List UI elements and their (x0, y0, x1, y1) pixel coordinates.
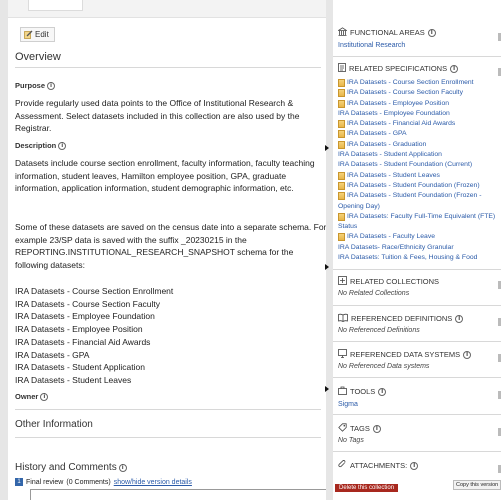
functional-areas-section (338, 27, 501, 51)
related-collections-empty: No Related Collections (338, 290, 410, 297)
book-icon (338, 313, 348, 324)
referenced-definitions-section (338, 313, 501, 334)
tools-icon (338, 386, 347, 397)
specification-link[interactable] (338, 253, 501, 263)
specification-link[interactable] (338, 222, 501, 232)
info-icon[interactable]: I (428, 29, 436, 37)
related-collections-header (338, 276, 501, 287)
specification-label: IRA Datasets- Race/Ethnicity Granular (338, 243, 454, 251)
specification-label: Status (338, 223, 358, 231)
document-list-icon (338, 63, 346, 74)
specification-label: IRA Datasets - Course Section Faculty (347, 89, 463, 97)
owner-label-row (15, 392, 48, 401)
attachments-title: ATTACHMENTS: (350, 461, 408, 470)
paperclip-icon (338, 460, 347, 471)
info-icon[interactable]: I (410, 462, 418, 470)
specification-link[interactable] (338, 181, 501, 191)
comment-count: (0 Comments) (66, 478, 111, 486)
owner-label: Owner (15, 392, 39, 401)
specification-link[interactable] (338, 160, 501, 170)
divider (333, 377, 501, 378)
divider (15, 409, 321, 410)
edit-label: Edit (35, 30, 49, 39)
specification-link[interactable] (338, 171, 501, 181)
functional-area-link[interactable]: Institutional Research (338, 42, 406, 49)
specification-label: IRA Datasets - Employee Foundation (338, 109, 450, 117)
info-icon[interactable]: I (463, 351, 471, 359)
info-icon[interactable]: i (119, 464, 127, 472)
specification-label: IRA Datasets - Course Section Enrollment (347, 79, 474, 86)
list-item: IRA Datasets - Employee Foundation (15, 311, 155, 322)
specification-link[interactable] (338, 243, 501, 253)
history-heading: History and Comments (15, 462, 117, 473)
divider (15, 67, 321, 68)
specification-link[interactable] (338, 150, 501, 160)
specification-link[interactable] (338, 202, 501, 212)
collection-sidebar (333, 0, 501, 500)
related-specifications-header (338, 63, 501, 74)
specification-label: IRA Datasets - Faculty Leave (347, 233, 436, 241)
specification-label: IRA Datasets: Tuition & Fees, Housing & Food (338, 254, 478, 262)
list-item: IRA Datasets - Student Application (15, 362, 145, 373)
document-icon (338, 120, 345, 128)
building-icon (338, 27, 347, 38)
document-icon (338, 213, 345, 221)
specification-link[interactable] (338, 191, 501, 201)
specification-link[interactable] (338, 140, 501, 150)
specification-label: IRA Datasets - Student Leaves (347, 171, 440, 179)
specification-label: IRA Datasets - Employee Position (347, 99, 449, 107)
delete-collection-button[interactable]: Delete this collection (335, 484, 398, 492)
referenced-data-systems-section (338, 349, 501, 370)
document-icon (338, 182, 345, 190)
top-tab[interactable] (28, 0, 83, 11)
specification-label: IRA Datasets - Graduation (347, 140, 427, 148)
specification-link[interactable] (338, 232, 501, 242)
referenced-definitions-header (338, 313, 501, 324)
divider (333, 341, 501, 342)
expand-arrow-icon[interactable] (325, 145, 329, 151)
dataset-list (15, 285, 173, 387)
monitor-icon (338, 349, 347, 360)
tags-section (338, 423, 501, 444)
copy-version-button[interactable]: Copy this version (453, 480, 501, 490)
specification-label: IRA Datasets - Student Foundation (Frozen) (347, 181, 480, 189)
pencil-icon (24, 30, 33, 39)
specification-label: IRA Datasets - Student Foundation (Current) (338, 161, 473, 169)
description-text-2: Some of these datasets are saved on the census date into a separate schema. For example 23/SP data is saved with the suffix _20230215 in the REPORTING.INSTITUTIONAL_RESEARCH_SNAPSHOT schema for the following datasets: (15, 222, 326, 270)
tag-icon (338, 423, 347, 434)
referenced-data-systems-header (338, 349, 501, 360)
history-heading-row (15, 462, 127, 473)
document-icon (338, 100, 345, 108)
document-icon (338, 130, 345, 138)
info-icon[interactable]: I (455, 315, 463, 323)
functional-areas-title: FUNCTIONAL AREAS (350, 28, 425, 37)
referenced-data-systems-title: REFERENCED DATA SYSTEMS (350, 350, 461, 359)
document-icon (338, 172, 345, 180)
comment-input[interactable] (30, 489, 326, 500)
overview-heading: Overview (15, 51, 61, 63)
tags-empty: No Tags (338, 437, 364, 444)
info-icon[interactable]: i (47, 82, 55, 90)
info-icon[interactable]: I (373, 425, 381, 433)
collection-icon (338, 276, 347, 287)
document-icon (338, 141, 345, 149)
tools-section (338, 386, 501, 410)
specification-link[interactable] (338, 99, 501, 109)
tools-header (338, 386, 501, 397)
related-specifications-title: RELATED SPECIFICATIONS (349, 64, 448, 73)
referenced-definitions-empty: No Referenced Definitions (338, 327, 420, 334)
final-review-label: Final review (26, 478, 64, 486)
purpose-text: Provide regularly used data points to the Office of Institutional Research & Assessment. Select datasets included in this collection are also used by the Registrar. (15, 98, 300, 133)
list-item: IRA Datasets - Course Section Enrollment (15, 286, 174, 296)
specification-link[interactable] (338, 212, 501, 222)
document-icon (338, 192, 345, 200)
list-item: IRA Datasets - Student Leaves (15, 374, 132, 385)
specification-link[interactable] (338, 119, 501, 129)
info-icon[interactable]: I (450, 65, 458, 73)
specification-label: IRA Datasets: Faculty Full-Time Equivalent (FTE) (347, 212, 496, 220)
list-item: IRA Datasets - Employee Position (15, 324, 143, 335)
version-badge: 1 (15, 478, 23, 486)
tool-link[interactable]: Sigma (338, 401, 358, 408)
document-icon (338, 89, 345, 97)
purpose-label: Purpose (15, 81, 46, 90)
referenced-definitions-title: REFERENCED DEFINITIONS (351, 314, 453, 323)
expand-arrow-icon[interactable] (325, 264, 329, 270)
referenced-data-systems-empty: No Referenced Data systems (338, 363, 430, 370)
divider (333, 451, 501, 452)
related-specifications-section (338, 63, 501, 263)
tools-title: TOOLS (350, 387, 376, 396)
divider (333, 305, 501, 306)
divider (333, 414, 501, 415)
specification-link[interactable] (338, 88, 501, 98)
tags-header (338, 423, 501, 434)
list-item: IRA Datasets - Course Section Faculty (15, 298, 161, 309)
other-information-heading[interactable]: Other Information (15, 419, 93, 430)
related-collections-section (338, 276, 501, 297)
final-review-row (15, 478, 192, 486)
list-item: IRA Datasets - GPA (15, 349, 90, 360)
specification-link[interactable] (338, 109, 501, 119)
description-label: Description (15, 141, 57, 150)
expand-arrow-icon[interactable] (325, 386, 329, 392)
info-icon[interactable]: i (40, 393, 48, 401)
specification-label: IRA Datasets - GPA (347, 130, 407, 138)
specification-link[interactable] (338, 78, 501, 88)
attachments-header (338, 460, 501, 471)
specification-list (338, 78, 501, 263)
specification-label: IRA Datasets - Student Foundation (Frozen - (347, 192, 482, 200)
specification-label: IRA Datasets - Student Application (338, 151, 442, 159)
divider (333, 269, 501, 270)
functional-areas-header (338, 27, 501, 38)
edit-button[interactable] (20, 27, 55, 42)
purpose-label-row (15, 81, 55, 90)
document-icon (338, 233, 345, 241)
related-collections-title: RELATED COLLECTIONS (350, 277, 440, 286)
divider (15, 437, 321, 438)
description-label-row (15, 141, 66, 150)
description-text-1: Datasets include course section enrollment, faculty information, faculty teaching information, student leaves, Hamilton employee position, GPA, graduate information, application information, student demographic information, etc. (15, 158, 315, 193)
specification-label: IRA Datasets - Financial Aid Awards (347, 120, 456, 128)
tags-title: TAGS (350, 424, 370, 433)
list-item: IRA Datasets - Financial Aid Awards (15, 336, 151, 347)
attachments-section (338, 460, 501, 471)
show-hide-version-link[interactable]: show/hide version details (113, 478, 192, 486)
info-icon[interactable]: I (378, 388, 386, 396)
divider (333, 56, 501, 57)
specification-link[interactable] (338, 129, 501, 139)
specification-label: Opening Day) (338, 202, 380, 210)
document-icon (338, 79, 345, 87)
collection-main-panel (8, 0, 326, 500)
info-icon[interactable]: i (58, 142, 66, 150)
